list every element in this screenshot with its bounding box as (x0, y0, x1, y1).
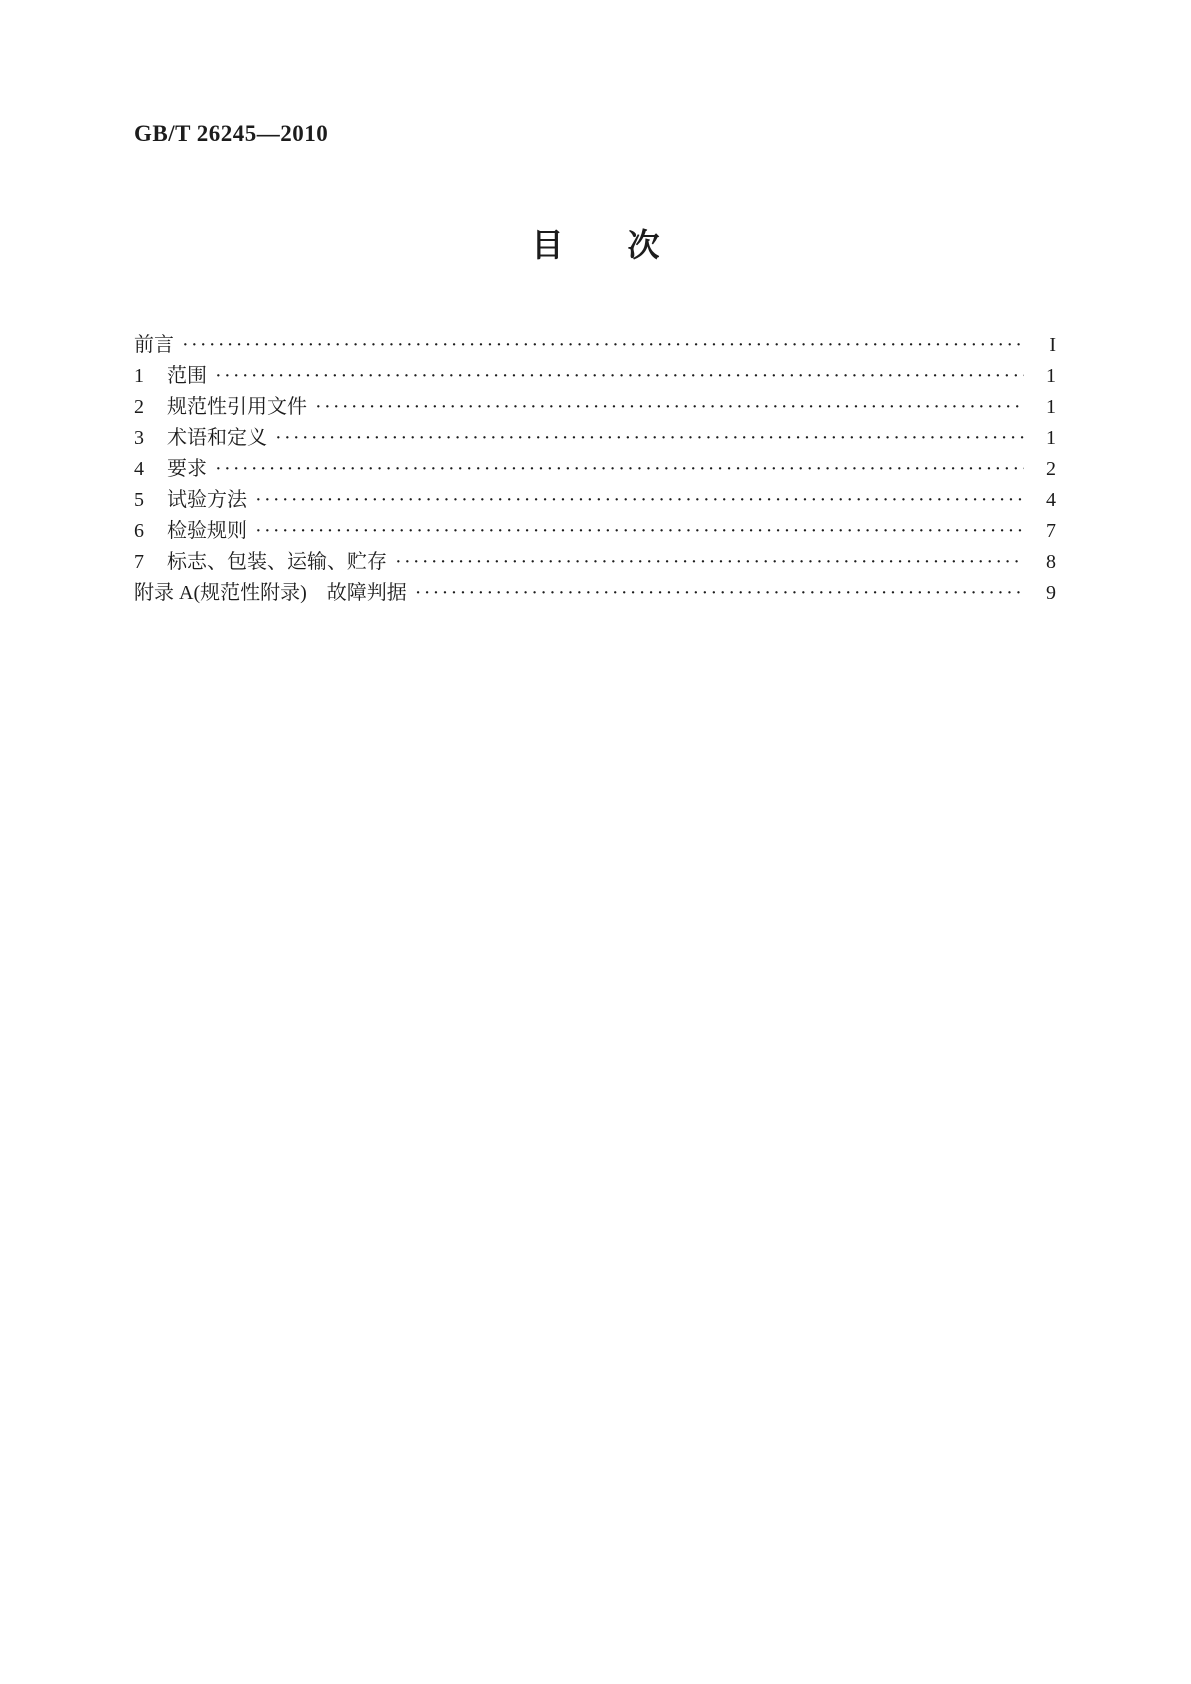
dot-leader (215, 454, 1024, 485)
toc-entry-label: 术语和定义 (167, 427, 267, 449)
toc-page-number: 4 (1046, 489, 1056, 511)
toc-entry (134, 330, 1056, 361)
toc-page-number: I (1049, 334, 1056, 356)
toc-entry-label: 要求 (167, 458, 207, 480)
toc-page-number: 2 (1046, 458, 1056, 480)
toc-entry-number: 7 (134, 551, 144, 573)
toc-entry-label: 试验方法 (167, 489, 247, 511)
table-of-contents (134, 330, 1056, 609)
toc-entry (134, 454, 1056, 485)
toc-entry (134, 578, 1056, 609)
toc-entry-number: 1 (134, 365, 144, 387)
dot-leader (415, 578, 1024, 609)
toc-page-number: 1 (1046, 427, 1056, 449)
toc-entry (134, 361, 1056, 392)
dot-leader (395, 547, 1024, 578)
toc-entry-number: 4 (134, 458, 144, 480)
dot-leader (255, 485, 1024, 516)
toc-page-number: 1 (1046, 396, 1056, 418)
toc-entry (134, 547, 1056, 578)
toc-entry-label: 前言 (134, 334, 174, 356)
toc-entry (134, 485, 1056, 516)
toc-entry-number: 5 (134, 489, 144, 511)
toc-entry-number: 3 (134, 427, 144, 449)
toc-entry-number: 6 (134, 520, 144, 542)
dot-leader (215, 361, 1024, 392)
dot-leader (255, 516, 1024, 547)
standard-code: GB/T 26245—2010 (134, 121, 329, 146)
toc-page-number: 7 (1046, 520, 1056, 542)
toc-entry (134, 392, 1056, 423)
page-title: 目 次 (531, 227, 660, 263)
toc-entry-label: 规范性引用文件 (167, 396, 307, 418)
toc-entry (134, 423, 1056, 454)
toc-entry-label: 范围 (167, 365, 207, 387)
dot-leader (315, 392, 1024, 423)
toc-entry (134, 516, 1056, 547)
dot-leader (182, 330, 1024, 361)
toc-page-number: 9 (1046, 582, 1056, 604)
toc-entry-label: 检验规则 (167, 520, 247, 542)
toc-entry-label: 标志、包装、运输、贮存 (167, 551, 387, 573)
toc-page-number: 8 (1046, 551, 1056, 573)
toc-page-number: 1 (1046, 365, 1056, 387)
dot-leader (275, 423, 1024, 454)
toc-entry-number: 2 (134, 396, 144, 418)
toc-entry-label: 附录 A(规范性附录) 故障判据 (134, 582, 407, 604)
